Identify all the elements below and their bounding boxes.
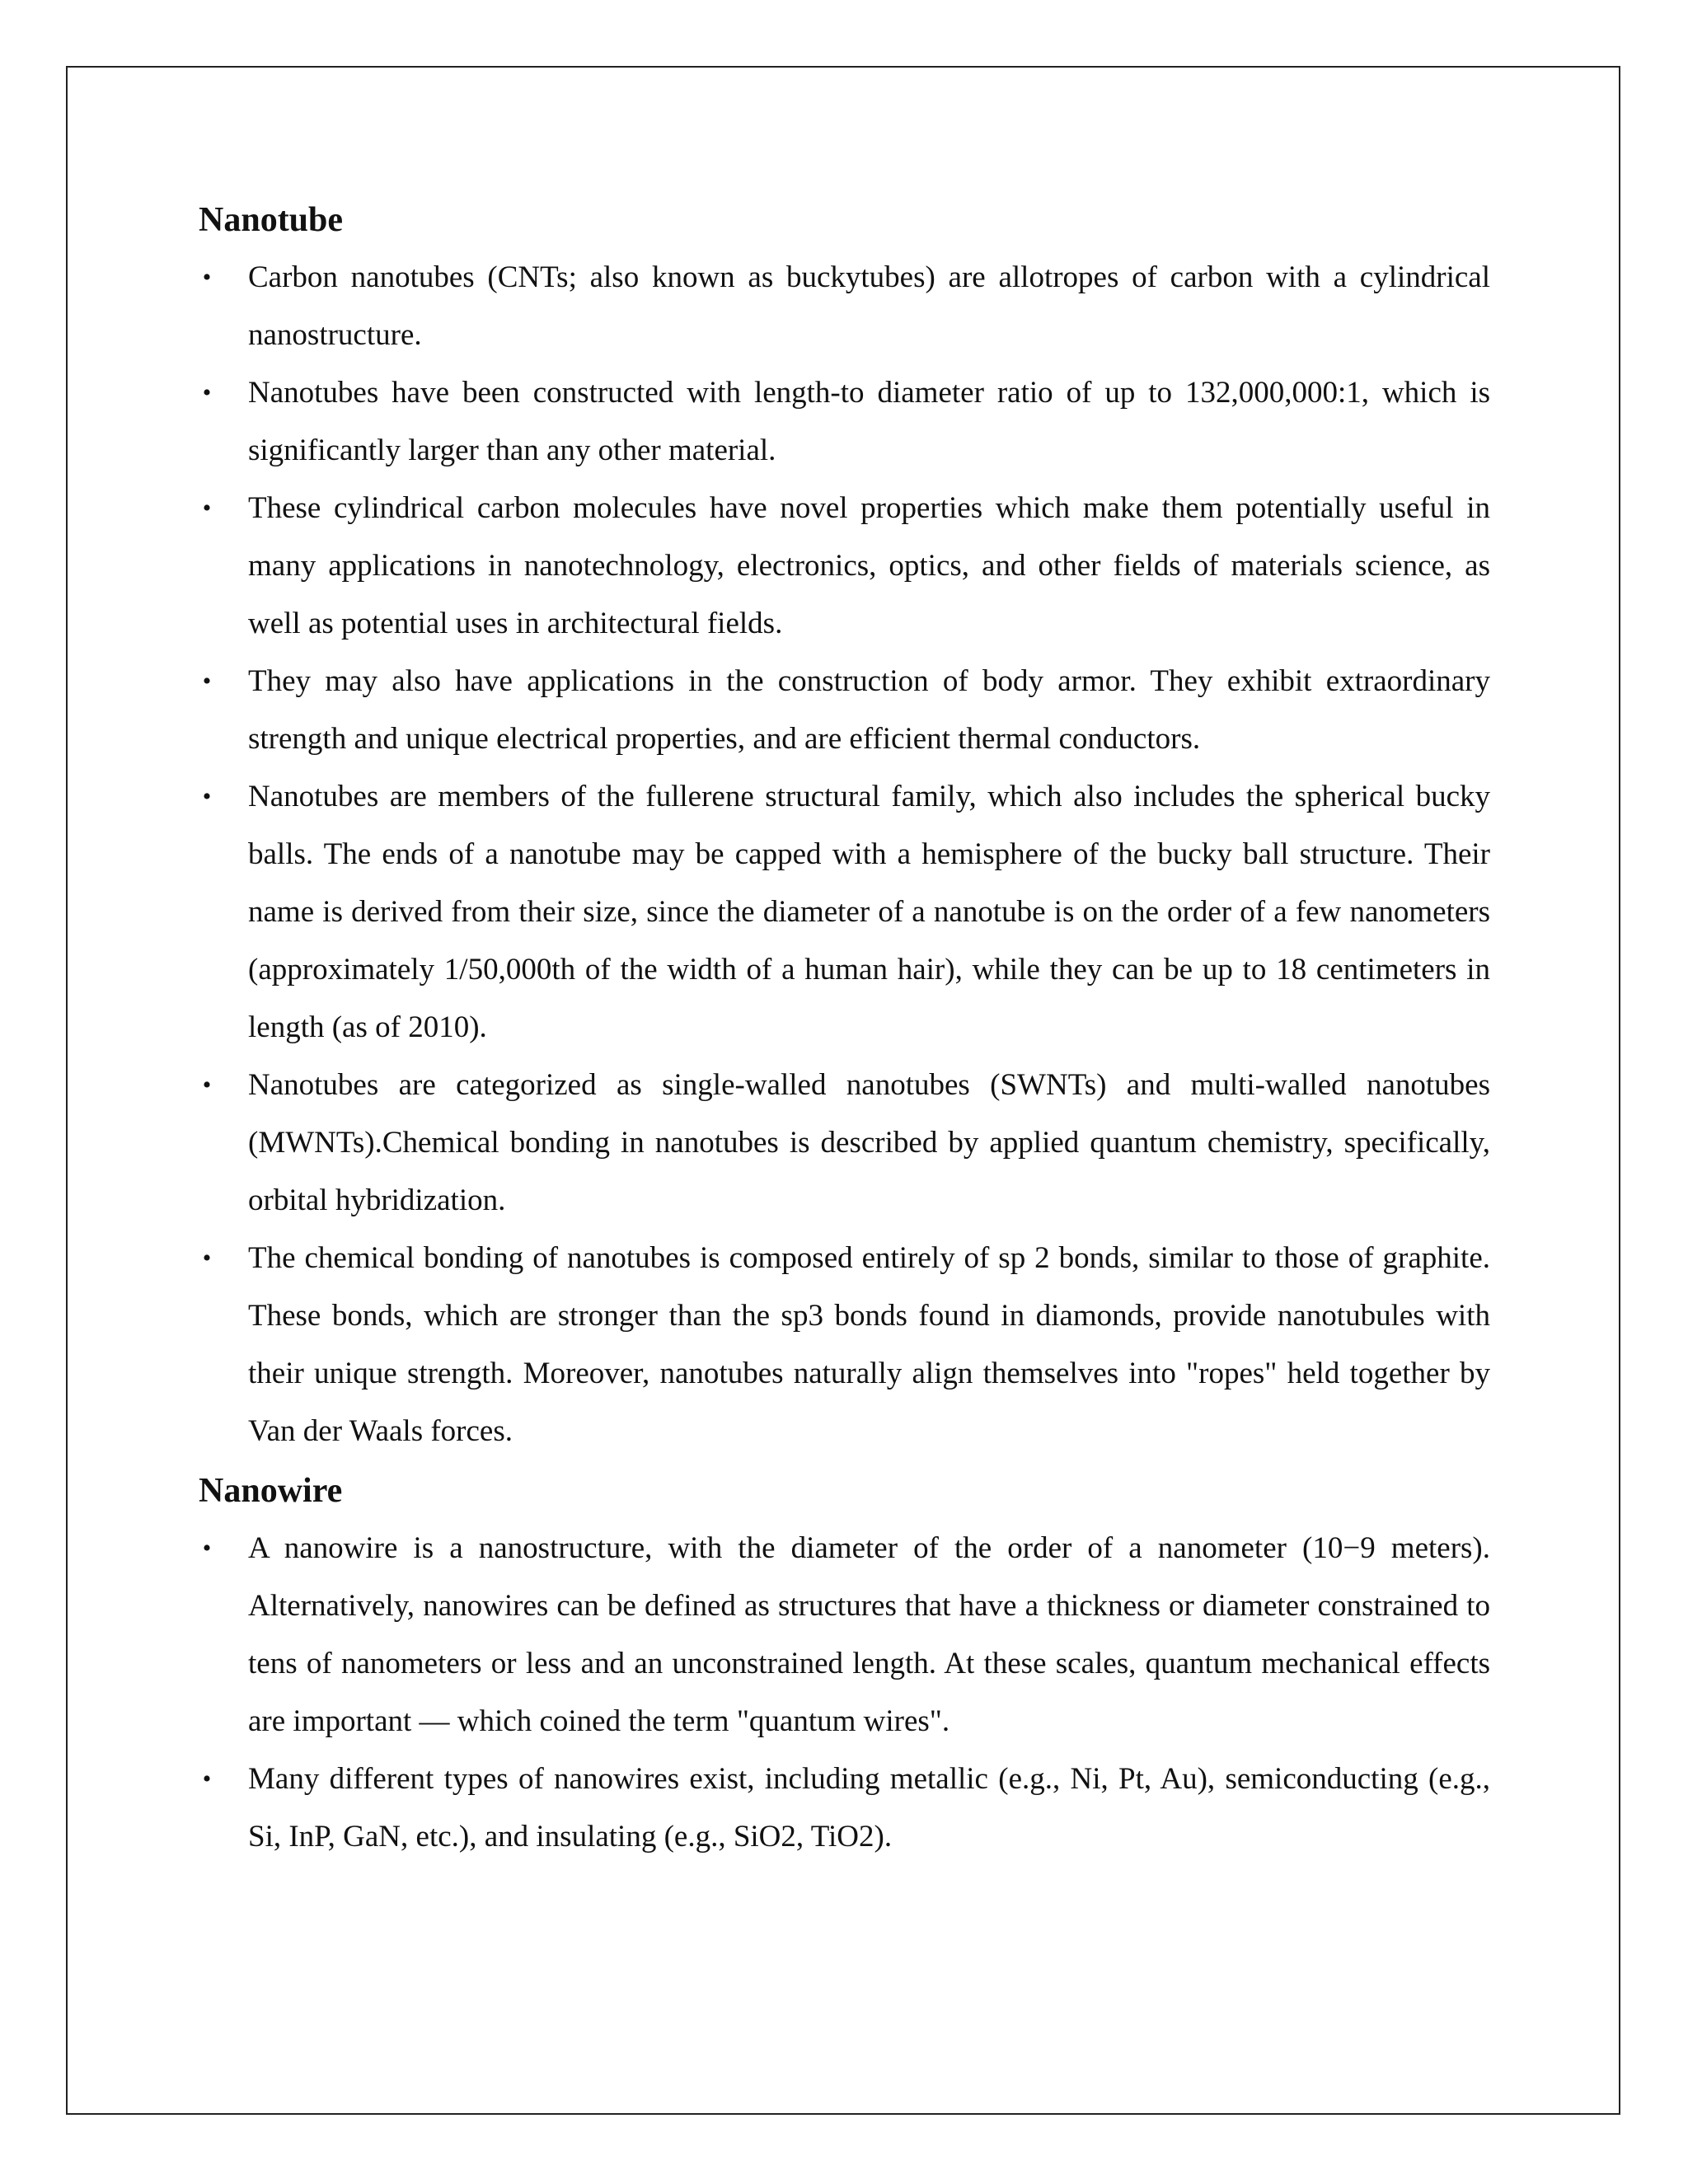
list-item [199,1230,1490,1460]
section-title-nanotube: Nanotube [199,201,344,239]
bullet-icon: • [202,1765,212,1793]
list-item [199,364,1490,480]
bullet-text: Nanotubes are categorized as single-walled nanotubes (SWNTs) and multi-walled nanotubes (MWNTs).Chemical bonding in nanotubes is described by applied quantum chemistry, specifically, orbital hybridization. [248,1068,1490,1217]
bullet-text: Nanotubes have been constructed with length-to diameter ratio of up to 132,000,000:1, which is significantly larger than any other material. [248,376,1490,467]
list-item [199,1750,1490,1866]
bullet-icon: • [202,494,212,522]
bullet-text: A nanowire is a nanostructure, with the diameter of the order of a nanometer (10−9 meters). Alternatively, nanowires can be defined as structures that have a thickness or diameter constrained to tens of nanometers or less and an unconstrained length. At these scales, quantum mechanical effects are important — which coined the term "quantum wires". [248,1531,1490,1738]
bullet-icon: • [202,264,212,291]
list-item [199,1057,1490,1230]
list-item [199,768,1490,1057]
list-item [199,1520,1490,1750]
bullet-icon: • [202,1535,212,1562]
bullet-icon: • [202,1071,212,1099]
nanowire-bullet-list [199,1520,1490,1866]
bullet-text: Many different types of nanowires exist, including metallic (e.g., Ni, Pt, Au), semiconducting (e.g., Si, InP, GaN, etc.), and insulating (e.g., SiO2, TiO2). [248,1762,1490,1854]
bullet-text: The chemical bonding of nanotubes is composed entirely of sp 2 bonds, similar to those of graphite. These bonds, which are stronger than the sp3 bonds found in diamonds, provide nanotubules with their unique strength. Moreover, nanotubes naturally align themselves into "ropes" held together by Van der Waals forces. [248,1241,1490,1448]
document-body [199,191,1490,1866]
list-item [199,249,1490,364]
bullet-text: Nanotubes are members of the fullerene structural family, which also includes the spherical bucky balls. The ends of a nanotube may be capped with a hemisphere of the bucky ball structure. Their name is derived from their size, since the diameter of a nanotube is on the order of a few nanometers (approximately 1/50,000th of the width of a human hair), while they can be up to 18 centimeters in length (as of 2010). [248,780,1490,1044]
section-nanowire [199,1462,1490,1866]
bullet-icon: • [202,783,212,810]
section-title-nanowire: Nanowire [199,1472,343,1510]
list-item [199,480,1490,653]
bullet-icon: • [202,1244,212,1272]
bullet-icon: • [202,668,212,695]
bullet-text: Carbon nanotubes (CNTs; also known as buckytubes) are allotropes of carbon with a cylindrical nanostructure. [248,260,1490,352]
list-item [199,653,1490,768]
bullet-text: They may also have applications in the construction of body armor. They exhibit extraordinary strength and unique electrical properties, and are efficient thermal conductors. [248,664,1490,756]
bullet-icon: • [202,379,212,406]
nanotube-bullet-list [199,249,1490,1460]
section-nanotube [199,191,1490,1460]
bullet-text: These cylindrical carbon molecules have novel properties which make them potentially useful in many applications in nanotechnology, electronics, optics, and other fields of materials science, as well as potential uses in architectural fields. [248,491,1490,640]
